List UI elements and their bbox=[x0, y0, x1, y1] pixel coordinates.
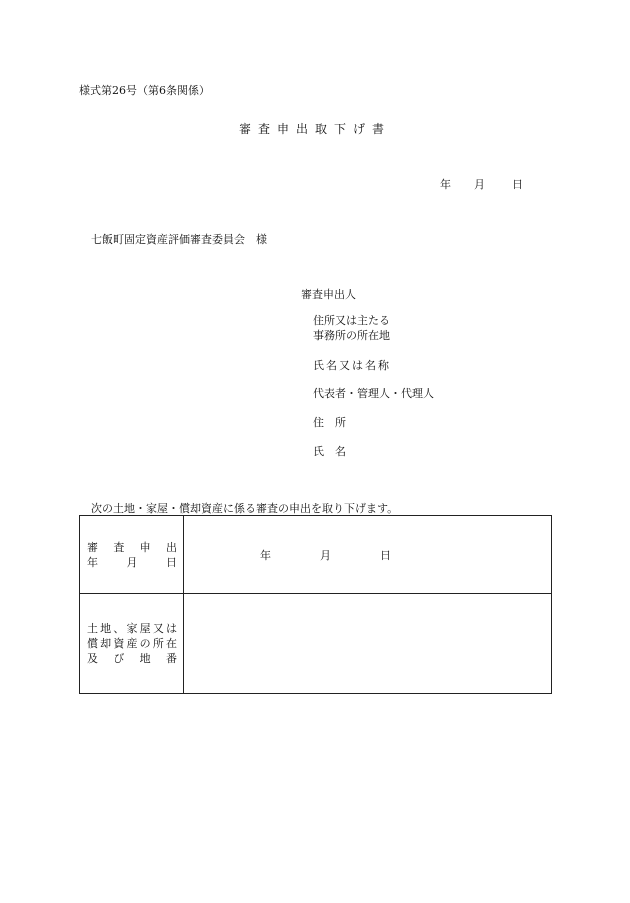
location-label-line1: 土地、家屋又は bbox=[87, 622, 177, 635]
applicant-heading: 審査申出人 bbox=[301, 288, 356, 301]
address-label-line2: 事務所の所在地 bbox=[313, 329, 390, 342]
form-number: 様式第26号（第6条関係） bbox=[79, 84, 210, 97]
location-label bbox=[80, 594, 184, 694]
location-value[interactable] bbox=[184, 594, 552, 694]
applicant-name-label: 氏名又は名称 bbox=[313, 359, 391, 372]
filing-month: 月 bbox=[320, 548, 331, 562]
table-row-filing-date bbox=[80, 516, 552, 594]
table-row-location bbox=[80, 594, 552, 694]
intro-statement: 次の土地・家屋・償却資産に係る審査の申出を取り下げます。 bbox=[91, 502, 399, 515]
representative-name-label: 氏 名 bbox=[313, 445, 346, 458]
representative-address-label: 住 所 bbox=[313, 416, 346, 429]
date-month: 月 bbox=[474, 178, 485, 191]
filing-day: 日 bbox=[380, 548, 391, 562]
submission-date bbox=[440, 176, 523, 192]
representative-label: 代表者・管理人・代理人 bbox=[313, 387, 434, 400]
location-label-line2: 償却資産の所在 bbox=[87, 637, 177, 650]
document-title: 審査申出取下げ書 bbox=[238, 122, 391, 136]
filing-date-label-line1: 審査申出 bbox=[87, 540, 177, 554]
applicant-address-label bbox=[313, 313, 390, 343]
filing-date-label bbox=[80, 516, 184, 594]
date-day: 日 bbox=[512, 178, 523, 191]
addressee: 七飯町固定資産評価審査委員会 様 bbox=[91, 233, 267, 246]
withdrawal-table bbox=[79, 515, 552, 694]
filing-date-value[interactable] bbox=[184, 516, 552, 594]
filing-year: 年 bbox=[260, 548, 271, 562]
address-label-line1: 住所又は主たる bbox=[313, 314, 390, 327]
date-year: 年 bbox=[440, 178, 451, 191]
filing-date-label-line2: 年月日 bbox=[87, 555, 177, 569]
location-label-line3: 及び地番 bbox=[87, 652, 177, 665]
